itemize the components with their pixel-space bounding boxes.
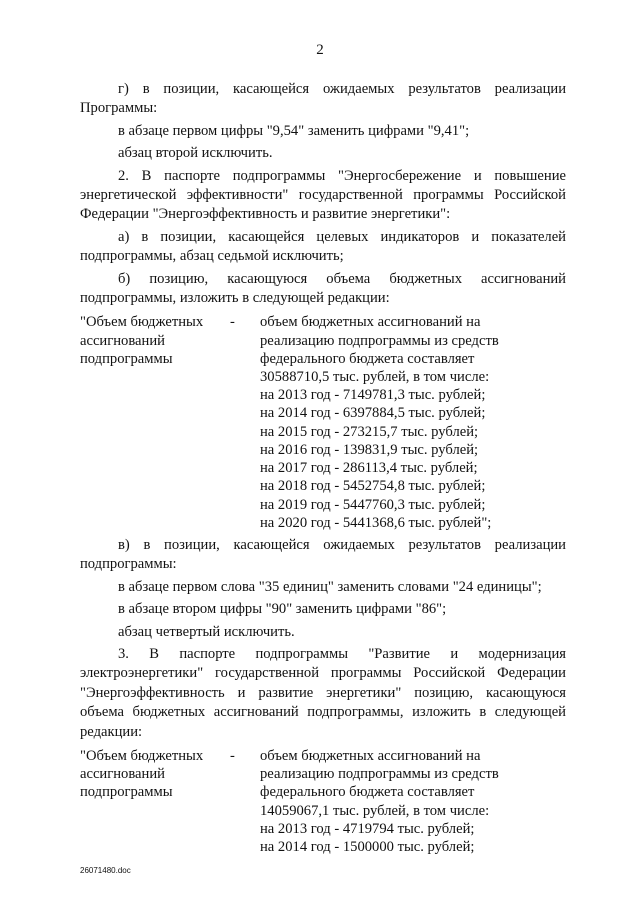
- paragraph-g-line-1: г) в позиции, касающейся ожидаемых результатов реализации: [118, 81, 566, 97]
- paragraph-3-line-1: 3. В паспорте подпрограммы "Развитие и модернизация: [118, 645, 566, 662]
- paragraph-2v-item-1: в абзаце первом слова "35 единиц" заменить словами "24 единицы";: [118, 578, 542, 595]
- paragraph-2v-line-2: подпрограммы:: [80, 556, 177, 573]
- paragraph-2-line-3: Федерации "Энергоэффективность и развитие энергетики":: [80, 206, 451, 223]
- paragraph-g-item-2: абзац второй исключить.: [118, 145, 273, 162]
- paragraph-g-item-1: в абзаце первом цифры "9,54" заменить цифрами "9,41";: [118, 122, 470, 139]
- paragraph-2a-line-1: а) в позиции, касающейся целевых индикаторов и показателей: [118, 228, 566, 245]
- page-number: 2: [316, 42, 324, 58]
- text-line: на 2020 год - 5441368,6 тыс. рублей";: [260, 514, 492, 531]
- paragraph-3-line-5: редакции:: [80, 723, 143, 740]
- label-line: подпрограммы: [80, 350, 173, 367]
- paragraph-3-line-4: объема бюджетных ассигнований подпрограммы, изложить в следующей: [80, 704, 566, 721]
- text-line: на 2013 год - 4719794 тыс. рублей;: [260, 820, 475, 837]
- text-line: реализацию подпрограммы из средств: [260, 332, 499, 349]
- text-line: объем бюджетных ассигнований на: [260, 314, 481, 331]
- text-line: на 2016 год - 139831,9 тыс. рублей;: [260, 441, 479, 458]
- paragraph-2v-line-1: в) в позиции, касающейся ожидаемых результатов реализации: [118, 536, 566, 553]
- text-line: 30588710,5 тыс. рублей, в том числе:: [260, 369, 490, 386]
- text-line: на 2015 год - 273215,7 тыс. рублей;: [260, 423, 479, 440]
- paragraph-2a-line-2: подпрограммы, абзац седьмой исключить;: [80, 248, 344, 265]
- text-line: на 2018 год - 5452754,8 тыс. рублей;: [260, 478, 486, 495]
- text-line: федерального бюджета составляет: [260, 350, 475, 367]
- paragraph-3-line-3: "Энергоэффективность и развитие энергетики" позицию, касающуюся: [80, 684, 566, 701]
- text-line: объем бюджетных ассигнований на: [260, 747, 481, 764]
- label-line: ассигнований: [80, 766, 165, 783]
- budget-table-2: [80, 747, 566, 856]
- paragraph-g-line-2: Программы:: [80, 100, 158, 117]
- paragraph-2-line-2: энергетической эффективности" государственной программы Российской: [80, 187, 566, 204]
- text-line: на 2017 год - 286113,4 тыс. рублей;: [260, 460, 478, 477]
- text-line: на 2019 год - 5447760,3 тыс. рублей;: [260, 496, 486, 513]
- label-line: подпрограммы: [80, 784, 173, 801]
- budget-table-2-dash: -: [230, 747, 235, 764]
- budget-table-1: [80, 313, 566, 531]
- paragraph-2v-item-3: абзац четвертый исключить.: [118, 623, 295, 640]
- text-line: 14059067,1 тыс. рублей, в том числе:: [260, 802, 490, 819]
- label-line: "Объем бюджетных: [80, 314, 204, 331]
- paragraph-2v-item-2: в абзаце втором цифры "90" заменить цифрами "86";: [118, 601, 447, 618]
- label-line: ассигнований: [80, 332, 165, 349]
- paragraph-2b-line-2: подпрограммы, изложить в следующей редакции:: [80, 290, 390, 307]
- budget-table-1-dash: -: [230, 314, 235, 331]
- budget-table-1-text: [260, 313, 566, 531]
- text-line: на 2014 год - 1500000 тыс. рублей;: [260, 838, 475, 855]
- budget-table-2-text: [260, 747, 566, 856]
- paragraph-2b-line-1: б) позицию, касающуюся объема бюджетных ассигнований: [118, 270, 566, 287]
- budget-table-2-label: [80, 747, 230, 856]
- label-line: "Объем бюджетных: [80, 747, 204, 764]
- text-line: реализацию подпрограммы из средств: [260, 766, 499, 783]
- paragraph-2-line-1: 2. В паспорте подпрограммы "Энергосбережение и повышение: [118, 167, 566, 184]
- text-line: федерального бюджета составляет: [260, 784, 475, 801]
- document-body: [80, 80, 566, 860]
- paragraph-3-line-2: электроэнергетики" государственной программы Российской Федерации: [80, 665, 566, 682]
- footer-filename: 26071480.doc: [80, 866, 131, 875]
- text-line: на 2013 год - 7149781,3 тыс. рублей;: [260, 387, 486, 404]
- budget-table-1-label: [80, 313, 230, 531]
- text-line: на 2014 год - 6397884,5 тыс. рублей;: [260, 405, 486, 422]
